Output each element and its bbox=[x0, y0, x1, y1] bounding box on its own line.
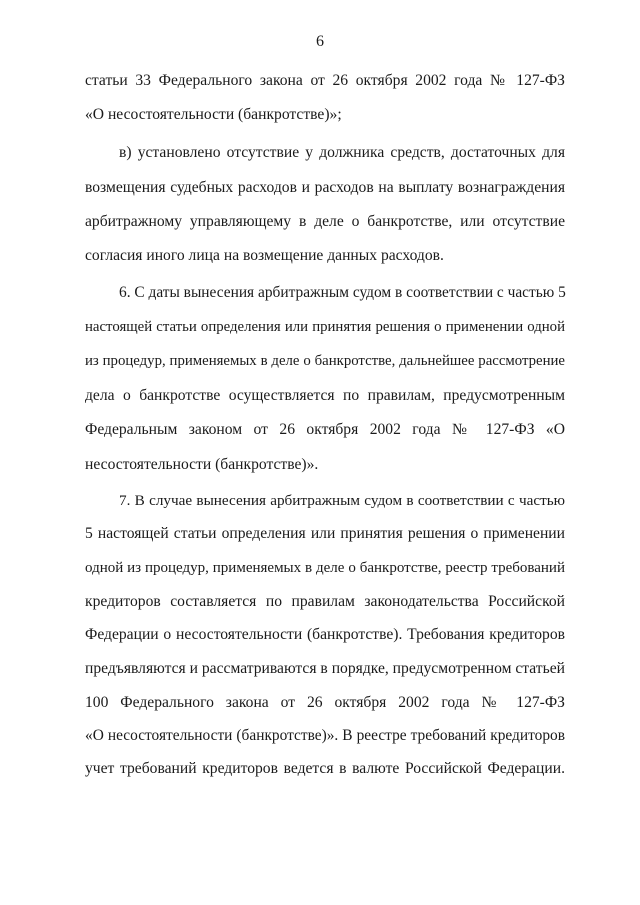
text-line: «О несостоятельности (банкротстве)». В реестре требований кредиторов bbox=[85, 727, 565, 744]
text-line: несостоятельности (банкротстве)». bbox=[85, 456, 319, 473]
page-number: 6 bbox=[316, 33, 324, 50]
text-line: кредиторов составляется по правилам законодательства Российской bbox=[85, 593, 565, 610]
text-line: возмещения судебных расходов и расходов на выплату вознаграждения bbox=[85, 179, 565, 196]
text-line: статьи 33 Федерального закона от 26 октября 2002 года № 127-ФЗ bbox=[85, 72, 565, 89]
text-line: 6. С даты вынесения арбитражным судом в соответствии с частью 5 bbox=[119, 284, 566, 301]
text-line: учет требований кредиторов ведется в валюте Российской Федерации. bbox=[85, 760, 565, 777]
text-line: 100 Федерального закона от 26 октября 2002 года № 127-ФЗ bbox=[85, 694, 565, 711]
text-line: 5 настоящей статьи определения или принятия решения о применении bbox=[85, 525, 565, 542]
text-line: одной из процедур, применяемых в деле о банкротстве, реестр требований bbox=[85, 560, 565, 576]
text-line: согласия иного лица на возмещение данных расходов. bbox=[85, 247, 444, 264]
text-line: арбитражному управляющему в деле о банкротстве, или отсутствие bbox=[85, 213, 565, 230]
text-line: 7. В случае вынесения арбитражным судом в соответствии с частью bbox=[119, 492, 565, 509]
text-line: из процедур, применяемых в деле о банкротстве, дальнейшее рассмотрение bbox=[85, 353, 565, 369]
text-line: дела о банкротстве осуществляется по правилам, предусмотренным bbox=[85, 387, 565, 404]
text-line: Федерации о несостоятельности (банкротстве). Требования кредиторов bbox=[85, 626, 565, 643]
text-line: настоящей статьи определения или принятия решения о применении одной bbox=[85, 319, 565, 335]
text-line: Федеральным законом от 26 октября 2002 года № 127-ФЗ «О bbox=[85, 421, 565, 438]
text-line: в) установлено отсутствие у должника средств, достаточных для bbox=[119, 144, 565, 161]
text-line: «О несостоятельности (банкротстве)»; bbox=[85, 106, 342, 123]
text-line: предъявляются и рассматриваются в порядке, предусмотренном статьей bbox=[85, 660, 565, 677]
